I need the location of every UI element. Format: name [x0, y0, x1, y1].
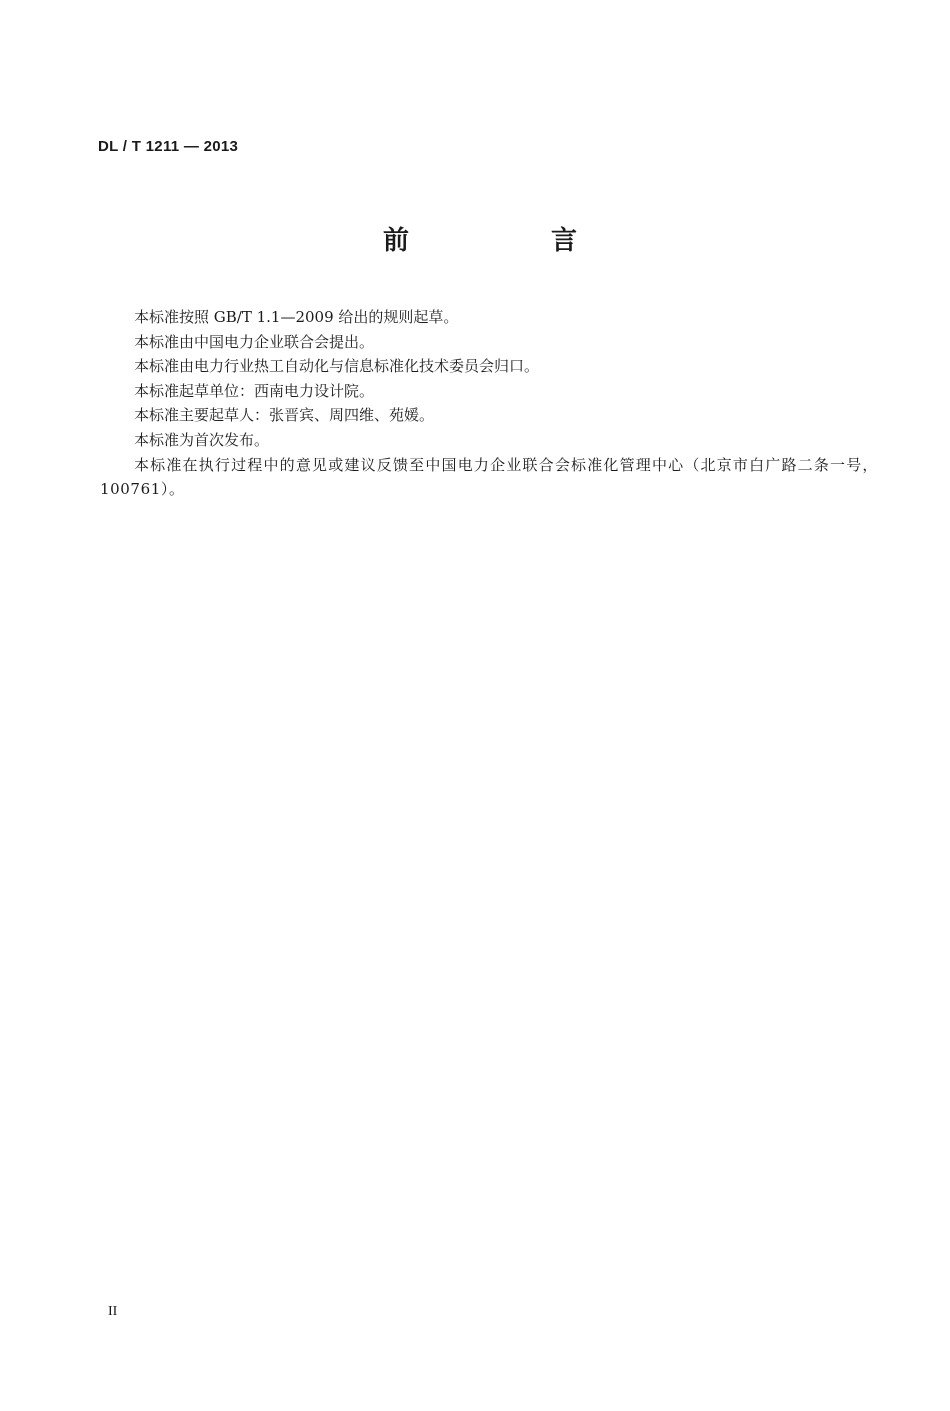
page-number: II: [108, 1304, 118, 1319]
paragraph-first-release: 本标准为首次发布。: [134, 430, 270, 449]
paragraph-committee: 本标准由电力行业热工自动化与信息标准化技术委员会归口。: [134, 357, 540, 376]
page-title: 前 言: [382, 226, 635, 256]
foreword-body: [100, 305, 878, 502]
paragraph-drafting-rules: 本标准按照 GB/T 1.1—2009 给出的规则起草。: [134, 308, 459, 326]
paragraph-drafters: 本标准主要起草人：张晋宾、周四维、苑媛。: [134, 406, 435, 425]
paragraph-feedback: 本标准在执行过程中的意见或建议反馈至中国电力企业联合会标准化管理中心（北京市白广路二条一号，100761）。: [100, 455, 878, 499]
paragraph-drafting-unit: 本标准起草单位：西南电力设计院。: [134, 381, 375, 400]
paragraph-proposer: 本标准由中国电力企业联合会提出。: [134, 332, 375, 351]
standard-code-header: DL / T 1211 — 2013: [98, 138, 239, 155]
